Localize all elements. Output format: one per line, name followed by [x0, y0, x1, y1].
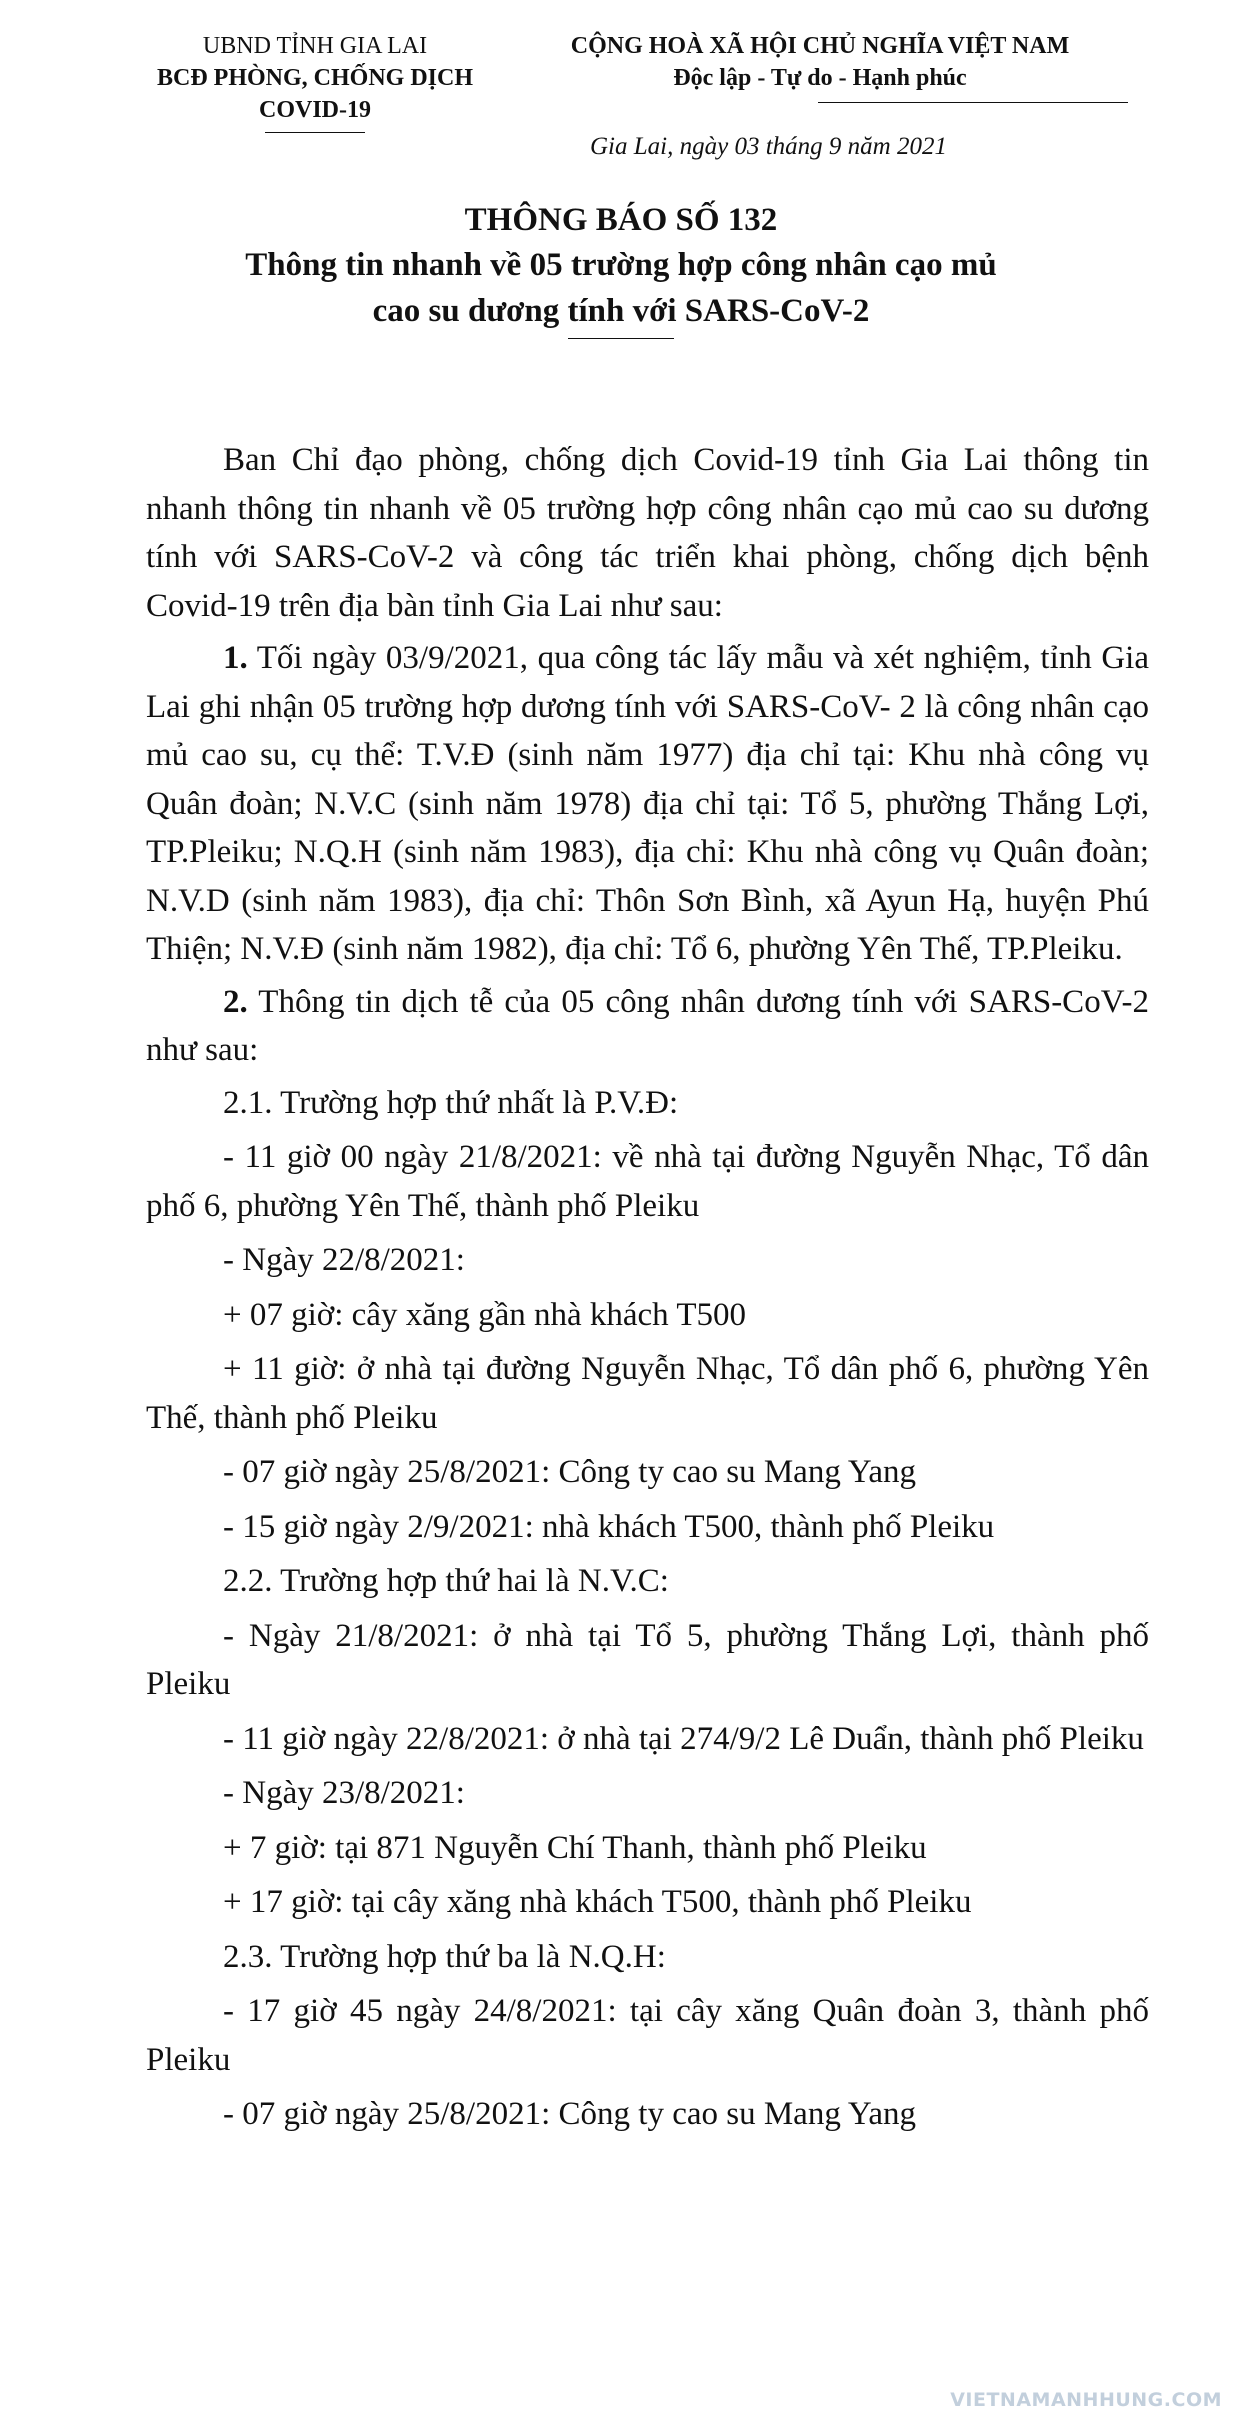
- list-line: + 17 giờ: tại cây xăng nhà khách T500, thành phố Pleiku: [223, 1884, 972, 1920]
- section-1-number: 1.: [223, 640, 248, 676]
- section-2-paragraph: [146, 978, 1149, 1075]
- document-body: [146, 436, 1149, 2145]
- issuing-agency-block: [120, 30, 510, 133]
- case-3-heading: 2.3. Trường hợp thứ ba là N.Q.H:: [223, 1938, 666, 1975]
- title-underline: [568, 338, 674, 339]
- case-2-heading: 2.2. Trường hợp thứ hai là N.V.C:: [223, 1563, 669, 1599]
- section-2-text: Thông tin dịch tễ của 05 công nhân dương tính với SARS-CoV-2 như sau:: [146, 983, 1149, 1068]
- committee-name-line2: COVID-19: [259, 97, 371, 123]
- committee-name-line1: BCĐ PHÒNG, CHỐNG DỊCH: [156, 65, 473, 91]
- list-line: - 07 giờ ngày 25/8/2021: Công ty cao su Mang Yang: [223, 1454, 917, 1490]
- nation-name: CỘNG HOÀ XÃ HỘI CHỦ NGHĨA VIỆT NAM: [570, 33, 1070, 59]
- intro-paragraph: Ban Chỉ đạo phòng, chống dịch Covid-19 tỉnh Gia Lai thông tin nhanh thông tin nhanh về 05 trường hợp công nhân cạo mủ cao su dương tính với SARS-CoV-2 và công tác triển khai phòng, chống dịch bệnh Covid-19 trên địa bàn tỉnh Gia Lai như sau:: [146, 442, 1149, 624]
- list-line: - 15 giờ ngày 2/9/2021: nhà khách T500, thành phố Pleiku: [223, 1508, 995, 1545]
- list-line: + 7 giờ: tại 871 Nguyễn Chí Thanh, thành phố Pleiku: [223, 1829, 927, 1866]
- agency-underline: [265, 132, 365, 133]
- list-line: - 07 giờ ngày 25/8/2021: Công ty cao su Mang Yang: [223, 2096, 917, 2132]
- site-watermark: VIETNAMANHHUNG.COM: [950, 2389, 1222, 2411]
- list-line: - 11 giờ 00 ngày 21/8/2021: về nhà tại đường Nguyễn Nhạc, Tổ dân phố 6, phường Yên Thế, thành phố Pleiku: [146, 1139, 1149, 1224]
- list-line: - 17 giờ 45 ngày 24/8/2021: tại cây xăng Quân đoàn 3, thành phố Pleiku: [146, 1993, 1149, 2078]
- motto-underline: [818, 102, 1128, 103]
- list-line: - Ngày 22/8/2021:: [223, 1242, 465, 1278]
- document-title-block: [0, 198, 1242, 339]
- list-line: + 11 giờ: ở nhà tại đường Nguyễn Nhạc, Tổ dân phố 6, phường Yên Thế, thành phố Pleiku: [146, 1351, 1149, 1436]
- agency-name: UBND TỈNH GIA LAI: [202, 33, 428, 59]
- case-1-heading: 2.1. Trường hợp thứ nhất là P.V.Đ:: [223, 1084, 679, 1121]
- national-motto: Độc lập - Tự do - Hạnh phúc: [673, 65, 967, 91]
- list-line: - Ngày 23/8/2021:: [223, 1775, 465, 1811]
- list-line: + 07 giờ: cây xăng gần nhà khách T500: [223, 1296, 746, 1333]
- notice-number: THÔNG BÁO SỐ 132: [464, 202, 778, 238]
- section-2-number: 2.: [223, 983, 248, 1020]
- national-header-block: [480, 30, 1160, 94]
- section-1-paragraph: [146, 634, 1149, 974]
- place-and-date: Gia Lai, ngày 03 tháng 9 năm 2021: [590, 133, 947, 160]
- notice-subject-line1: Thông tin nhanh về 05 trường hợp công nhân cạo mủ: [245, 247, 997, 283]
- list-line: - Ngày 21/8/2021: ở nhà tại Tổ 5, phường Thắng Lợi, thành phố Pleiku: [146, 1617, 1149, 1702]
- section-1-text: Tối ngày 03/9/2021, qua công tác lấy mẫu và xét nghiệm, tỉnh Gia Lai ghi nhận 05 trường hợp dương tính với SARS-CoV- 2 là công nhân cạo mủ cao su, cụ thể: T.V.Đ (sinh năm 1977) địa chỉ tại: Khu nhà công vụ Quân đoàn; N.V.C (sinh năm 1978) địa chỉ tại: Tổ 5, phường Thắng Lợi, TP.Pleiku; N.Q.H (sinh năm 1983), địa chỉ: Khu nhà công vụ Quân đoàn; N.V.D (sinh năm 1983), địa chỉ: Thôn Sơn Bình, xã Ayun Hạ, huyện Phú Thiện; N.V.Đ (sinh năm 1982), địa chỉ: Tổ 6, phường Yên Thế, TP.Pleiku.: [146, 640, 1149, 967]
- notice-subject-line2: cao su dương tính với SARS-CoV-2: [372, 293, 870, 329]
- list-line: - 11 giờ ngày 22/8/2021: ở nhà tại 274/9/2 Lê Duẩn, thành phố Pleiku: [223, 1720, 1144, 1757]
